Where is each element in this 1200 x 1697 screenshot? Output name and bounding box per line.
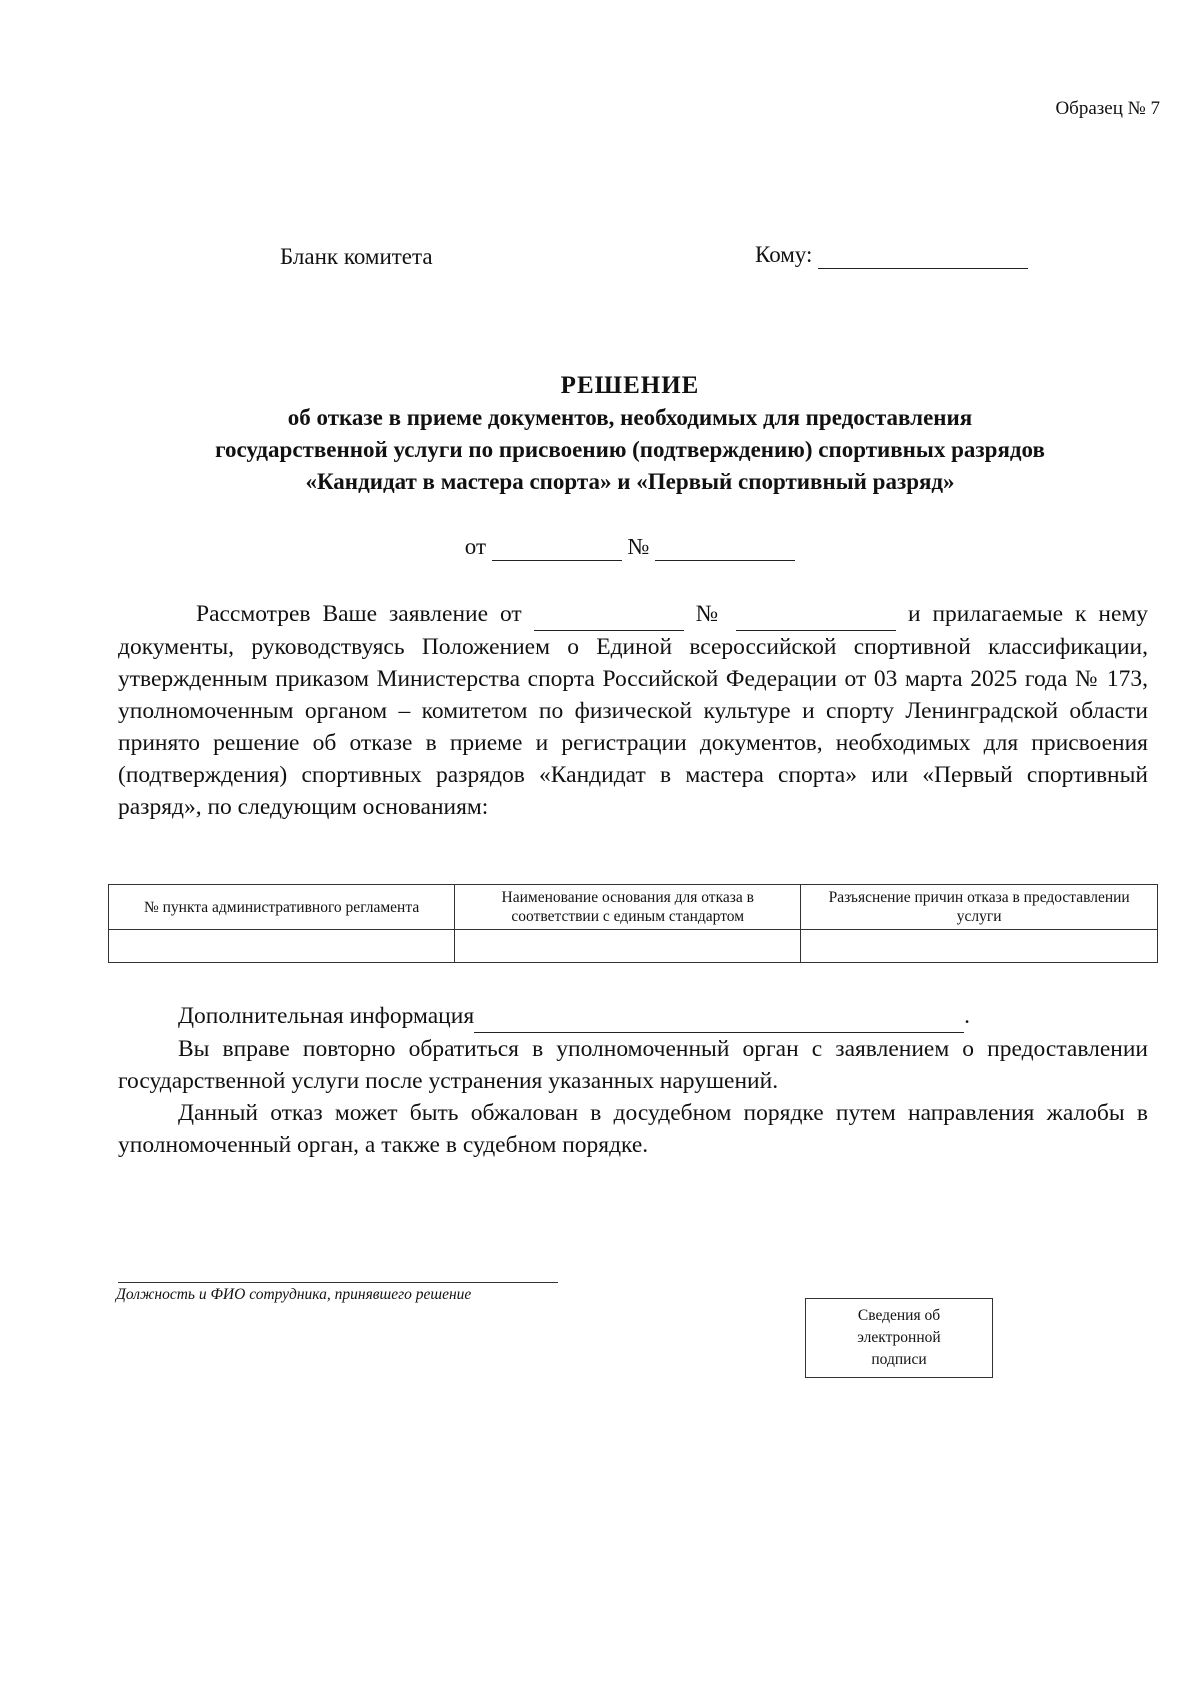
additional-info-block	[118, 1000, 1148, 1161]
document-title: РЕШЕНИЕ	[560, 372, 700, 399]
decision-date-blank	[492, 534, 622, 561]
decision-date-number-line	[100, 534, 1160, 561]
signature-line	[118, 1282, 558, 1283]
decision-number-label: №	[627, 534, 650, 559]
application-date-blank	[534, 598, 684, 631]
body-text-part3: и прилагаемые к нему документы, руководствуясь Положением о Единой всероссийской спортивной классификации, утвержденным приказом Министерства спорта Российской Федерации от 03 марта 2025 года № 173, уполномоченным органом – комитетом по физической культуре и спорту Ленинградской области принято решение об отказе в приеме и регистрации документов, необходимых для присвоения (подтверждения) спортивных разрядов «Кандидат в мастера спорта» или «Первый спортивный разряд», по следующим основаниям:	[118, 601, 1149, 820]
appeal-paragraph: Данный отказ может быть обжалован в досудебном порядке путем направления жалобы в уполномоченный орган, а также в судебном порядке.	[118, 1100, 1148, 1158]
decision-number-blank	[655, 534, 795, 561]
table-header-cell: Разъяснение причин отказа в предоставлении услуги	[801, 885, 1158, 930]
table-row	[109, 930, 1158, 963]
table-header-cell: Наименование основания для отказа в соответствии с единым стандартом	[455, 885, 801, 930]
additional-info-end: .	[964, 1003, 971, 1029]
date-from-label: от	[464, 534, 487, 559]
main-body-paragraph	[118, 598, 1148, 823]
table-cell	[801, 930, 1158, 963]
additional-info-label: Дополнительная информация	[178, 1003, 475, 1029]
sample-number-label: Образец № 7	[1055, 98, 1160, 119]
subtitle-line: «Кандидат в мастера спорта» и «Первый спортивный разряд»	[305, 469, 955, 494]
additional-info-blank	[474, 1000, 964, 1033]
esignature-line: Сведения об	[857, 1307, 941, 1324]
recipient-blank	[818, 242, 1028, 269]
title-block	[100, 370, 1160, 498]
refusal-reasons-table	[108, 884, 1158, 963]
esignature-line: подписи	[871, 1351, 927, 1368]
recipient-label: Кому:	[755, 242, 813, 267]
committee-form-label: Бланк комитета	[280, 244, 433, 269]
subtitle-line: государственной услуги по присвоению (подтверждению) спортивных разрядов	[215, 437, 1045, 462]
additional-info-line	[118, 1000, 1148, 1033]
table-header-row	[109, 885, 1158, 930]
esignature-line: электронной	[857, 1329, 941, 1346]
electronic-signature-box	[805, 1298, 993, 1378]
body-text-part1: Рассмотрев Ваше заявление от	[196, 601, 522, 627]
subtitle-line: об отказе в приеме документов, необходимых для предоставления	[287, 405, 973, 430]
application-number-blank	[736, 598, 896, 631]
table-cell	[109, 930, 455, 963]
table-header-cell: № пункта административного регламента	[109, 885, 455, 930]
reapply-paragraph: Вы вправе повторно обратиться в уполномоченный орган с заявлением о предоставлении государственной услуги после устранения указанных нарушений.	[118, 1036, 1148, 1094]
recipient-line	[755, 242, 1028, 269]
signature-caption: Должность и ФИО сотрудника, принявшего решение	[116, 1286, 472, 1303]
table-cell	[455, 930, 801, 963]
body-text-part2: №	[695, 601, 725, 627]
